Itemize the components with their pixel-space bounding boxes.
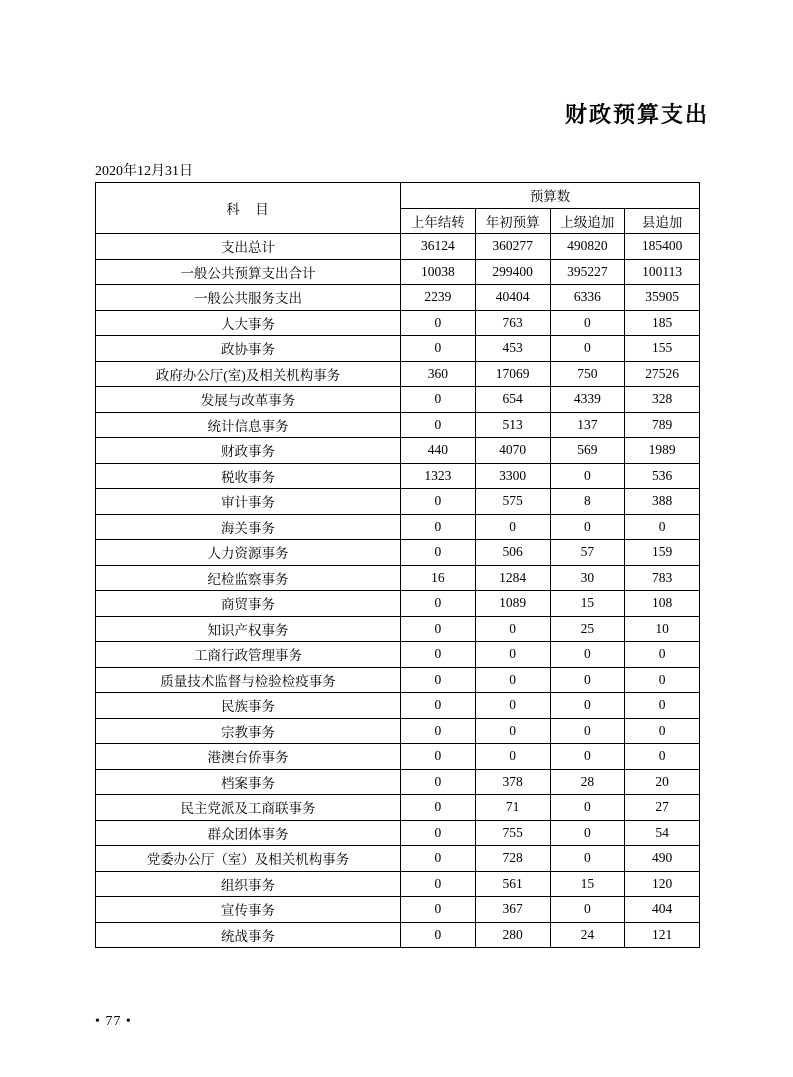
row-value: 17069: [475, 361, 550, 387]
table-row: [96, 234, 700, 260]
row-value: 0: [550, 795, 625, 821]
row-value: 0: [401, 718, 476, 744]
row-value: 789: [625, 412, 700, 438]
row-value: 513: [475, 412, 550, 438]
row-value: 35905: [625, 285, 700, 311]
report-date: 2020年12月31日: [95, 164, 193, 179]
row-value: 395227: [550, 259, 625, 285]
row-value: 4070: [475, 438, 550, 464]
row-value: 40404: [475, 285, 550, 311]
row-value: 0: [401, 769, 476, 795]
row-value: 360277: [475, 234, 550, 260]
row-label: 党委办公厅（室）及相关机构事务: [96, 846, 401, 872]
table-row: [96, 540, 700, 566]
row-value: 1323: [401, 463, 476, 489]
budget-table: [95, 182, 700, 948]
table-row: [96, 693, 700, 719]
table-row: [96, 769, 700, 795]
row-value: 0: [550, 514, 625, 540]
row-value: 71: [475, 795, 550, 821]
row-value: 654: [475, 387, 550, 413]
row-value: 0: [475, 642, 550, 668]
row-value: 453: [475, 336, 550, 362]
row-value: 0: [550, 336, 625, 362]
row-value: 0: [625, 693, 700, 719]
row-value: 27526: [625, 361, 700, 387]
row-value: 0: [475, 693, 550, 719]
row-label: 宣传事务: [96, 897, 401, 923]
row-label: 税收事务: [96, 463, 401, 489]
column-header-county-addition: 县追加: [625, 208, 700, 234]
row-value: 0: [475, 718, 550, 744]
row-value: 54: [625, 820, 700, 846]
column-header-superior-addition: 上级追加: [550, 208, 625, 234]
row-value: 28: [550, 769, 625, 795]
row-value: 299400: [475, 259, 550, 285]
table-row: [96, 259, 700, 285]
row-label: 质量技术监督与检验检疫事务: [96, 667, 401, 693]
row-label: 商贸事务: [96, 591, 401, 617]
row-value: 536: [625, 463, 700, 489]
row-value: 0: [401, 871, 476, 897]
row-value: 0: [625, 667, 700, 693]
row-value: 0: [401, 514, 476, 540]
row-label: 港澳台侨事务: [96, 744, 401, 770]
row-value: 0: [401, 744, 476, 770]
row-value: 3300: [475, 463, 550, 489]
row-value: 728: [475, 846, 550, 872]
row-value: 10038: [401, 259, 476, 285]
row-label: 组织事务: [96, 871, 401, 897]
page-number: • 77 •: [95, 1014, 132, 1029]
row-value: 0: [401, 591, 476, 617]
row-value: 490820: [550, 234, 625, 260]
row-value: 15: [550, 591, 625, 617]
row-value: 121: [625, 922, 700, 948]
row-value: 0: [401, 336, 476, 362]
row-value: 0: [401, 922, 476, 948]
row-value: 1089: [475, 591, 550, 617]
row-value: 6336: [550, 285, 625, 311]
row-value: 1284: [475, 565, 550, 591]
row-value: 755: [475, 820, 550, 846]
row-value: 0: [550, 463, 625, 489]
row-label: 一般公共预算支出合计: [96, 259, 401, 285]
row-value: 0: [625, 642, 700, 668]
row-value: 0: [550, 897, 625, 923]
row-value: 120: [625, 871, 700, 897]
table-body: [96, 234, 700, 948]
row-value: 750: [550, 361, 625, 387]
row-label: 发展与改革事务: [96, 387, 401, 413]
row-value: 0: [401, 489, 476, 515]
table-row: [96, 616, 700, 642]
row-value: 763: [475, 310, 550, 336]
table-row: [96, 336, 700, 362]
row-value: 57: [550, 540, 625, 566]
row-value: 0: [401, 693, 476, 719]
table-row: [96, 565, 700, 591]
row-value: 360: [401, 361, 476, 387]
row-label: 政府办公厅(室)及相关机构事务: [96, 361, 401, 387]
row-label: 统计信息事务: [96, 412, 401, 438]
row-value: 0: [401, 310, 476, 336]
column-header-subject: 科 目: [96, 183, 401, 234]
row-value: 0: [475, 514, 550, 540]
row-value: 561: [475, 871, 550, 897]
table-row: [96, 667, 700, 693]
row-value: 24: [550, 922, 625, 948]
row-value: 378: [475, 769, 550, 795]
row-value: 404: [625, 897, 700, 923]
row-value: 2239: [401, 285, 476, 311]
row-value: 0: [550, 642, 625, 668]
table-row: [96, 361, 700, 387]
row-value: 328: [625, 387, 700, 413]
row-label: 财政事务: [96, 438, 401, 464]
row-value: 0: [401, 820, 476, 846]
table-header: [96, 183, 700, 234]
table-row: [96, 846, 700, 872]
row-label: 宗教事务: [96, 718, 401, 744]
table-row: [96, 514, 700, 540]
row-value: 0: [401, 412, 476, 438]
row-value: 100113: [625, 259, 700, 285]
row-value: 440: [401, 438, 476, 464]
row-value: 0: [401, 616, 476, 642]
row-value: 0: [401, 846, 476, 872]
row-label: 人大事务: [96, 310, 401, 336]
row-value: 8: [550, 489, 625, 515]
row-value: 10: [625, 616, 700, 642]
table-row: [96, 591, 700, 617]
row-value: 0: [401, 795, 476, 821]
row-value: 0: [401, 540, 476, 566]
table-row: [96, 438, 700, 464]
row-value: 506: [475, 540, 550, 566]
row-value: 280: [475, 922, 550, 948]
row-value: 155: [625, 336, 700, 362]
row-value: 367: [475, 897, 550, 923]
row-value: 0: [401, 667, 476, 693]
row-label: 支出总计: [96, 234, 401, 260]
table-row: [96, 412, 700, 438]
table-row: [96, 310, 700, 336]
row-value: 20: [625, 769, 700, 795]
row-value: 0: [625, 718, 700, 744]
table-row: [96, 489, 700, 515]
row-value: 185400: [625, 234, 700, 260]
row-value: 0: [625, 744, 700, 770]
row-label: 人力资源事务: [96, 540, 401, 566]
table-row: [96, 387, 700, 413]
row-value: 159: [625, 540, 700, 566]
row-label: 统战事务: [96, 922, 401, 948]
row-value: 0: [401, 387, 476, 413]
table-row: [96, 718, 700, 744]
row-value: 0: [550, 846, 625, 872]
table-row: [96, 285, 700, 311]
row-value: 36124: [401, 234, 476, 260]
column-header-budget-group: 预算数: [401, 183, 700, 209]
row-value: 185: [625, 310, 700, 336]
table-row: [96, 871, 700, 897]
row-value: 4339: [550, 387, 625, 413]
row-value: 25: [550, 616, 625, 642]
row-label: 民族事务: [96, 693, 401, 719]
table-row: [96, 820, 700, 846]
row-label: 纪检监察事务: [96, 565, 401, 591]
row-label: 工商行政管理事务: [96, 642, 401, 668]
row-value: 0: [401, 897, 476, 923]
row-value: 30: [550, 565, 625, 591]
row-value: 27: [625, 795, 700, 821]
page-title: 财政预算支出: [564, 102, 709, 127]
column-header-initial-budget: 年初预算: [475, 208, 550, 234]
row-value: 569: [550, 438, 625, 464]
table-row: [96, 744, 700, 770]
row-value: 0: [550, 820, 625, 846]
column-header-carryover: 上年结转: [401, 208, 476, 234]
row-value: 490: [625, 846, 700, 872]
row-label: 政协事务: [96, 336, 401, 362]
row-value: 0: [550, 744, 625, 770]
row-value: 0: [475, 744, 550, 770]
table-row: [96, 922, 700, 948]
row-value: 16: [401, 565, 476, 591]
row-value: 108: [625, 591, 700, 617]
row-label: 群众团体事务: [96, 820, 401, 846]
row-value: 15: [550, 871, 625, 897]
row-value: 137: [550, 412, 625, 438]
table-row: [96, 463, 700, 489]
row-value: 575: [475, 489, 550, 515]
row-value: 0: [550, 310, 625, 336]
row-value: 0: [475, 616, 550, 642]
row-value: 0: [550, 718, 625, 744]
row-value: 0: [475, 667, 550, 693]
row-value: 783: [625, 565, 700, 591]
table-row: [96, 642, 700, 668]
row-label: 知识产权事务: [96, 616, 401, 642]
table-row: [96, 795, 700, 821]
row-value: 0: [401, 642, 476, 668]
table-row: [96, 897, 700, 923]
row-label: 一般公共服务支出: [96, 285, 401, 311]
row-value: 388: [625, 489, 700, 515]
row-value: 1989: [625, 438, 700, 464]
row-label: 民主党派及工商联事务: [96, 795, 401, 821]
row-label: 海关事务: [96, 514, 401, 540]
row-value: 0: [550, 667, 625, 693]
row-label: 档案事务: [96, 769, 401, 795]
row-value: 0: [625, 514, 700, 540]
row-value: 0: [550, 693, 625, 719]
row-label: 审计事务: [96, 489, 401, 515]
